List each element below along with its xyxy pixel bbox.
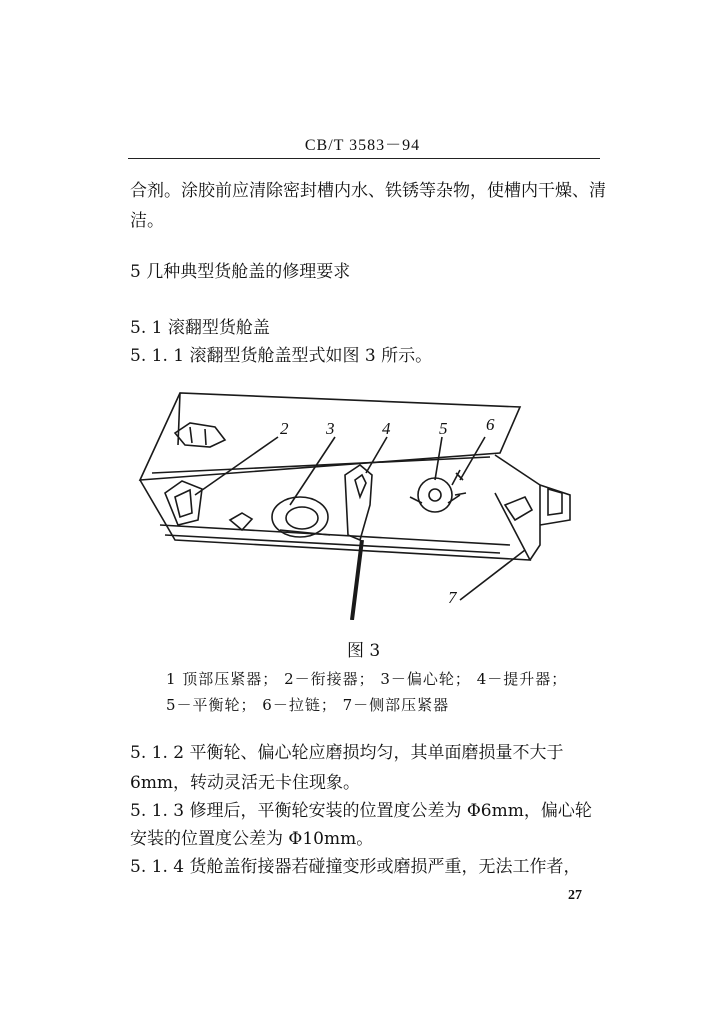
callout-7: 7 (448, 588, 457, 607)
section-5-heading: 5 几种典型货舱盖的修理要求 (130, 262, 351, 282)
document-header: CB/T 3583－94 (304, 137, 421, 154)
paragraph-line-2: 洁。 (130, 211, 164, 231)
section-5-1-2-line-2: 6mm，转动灵活无卡住现象。 (130, 773, 361, 793)
connector-shape (165, 481, 202, 525)
header-rule (128, 158, 600, 159)
callout-6: 6 (486, 415, 495, 434)
lifter-rod (352, 540, 362, 620)
paragraph-line-1: 合剂。涂胶前应清除密封槽内水、铁锈等杂物，使槽内干燥、清 (130, 181, 606, 201)
page-number: 27 (568, 888, 582, 903)
callout-2: 2 (280, 419, 289, 438)
section-5-1-1-text: 5. 1. 1 滚翻型货舱盖型式如图 3 所示。 (130, 346, 433, 366)
section-5-1-heading: 5. 1 滚翻型货舱盖 (130, 318, 270, 338)
figure-legend-line-1: 1 顶部压紧器； 2－衔接器； 3－偏心轮； 4－提升器； (166, 670, 568, 688)
top-clamp-shape (175, 423, 225, 447)
callout-4: 4 (382, 419, 391, 438)
section-5-1-3-line-2: 安装的位置度公差为 Φ10mm。 (130, 829, 374, 849)
balance-wheel-shape (418, 478, 452, 512)
eccentric-wheel-shape (272, 497, 328, 537)
section-5-1-4-line-1: 5. 1. 4 货舱盖衔接器若碰撞变形或磨损严重，无法工作者， (130, 857, 581, 877)
figure-title: 图 3 (347, 641, 381, 661)
figure-3-drawing (130, 385, 590, 620)
figure-legend-line-2: 5－平衡轮； 6－拉链； 7－侧部压紧器 (166, 696, 450, 714)
callout-3: 3 (326, 419, 335, 438)
callout-5: 5 (439, 419, 448, 438)
lifter-shape (345, 465, 372, 540)
section-5-1-3-line-1: 5. 1. 3 修理后，平衡轮安装的位置度公差为 Φ6mm，偏心轮 (130, 801, 592, 821)
section-5-1-2-line-1: 5. 1. 2 平衡轮、偏心轮应磨损均匀，其单面磨损量不大于 (130, 743, 564, 763)
side-clamp-shape (505, 497, 532, 520)
